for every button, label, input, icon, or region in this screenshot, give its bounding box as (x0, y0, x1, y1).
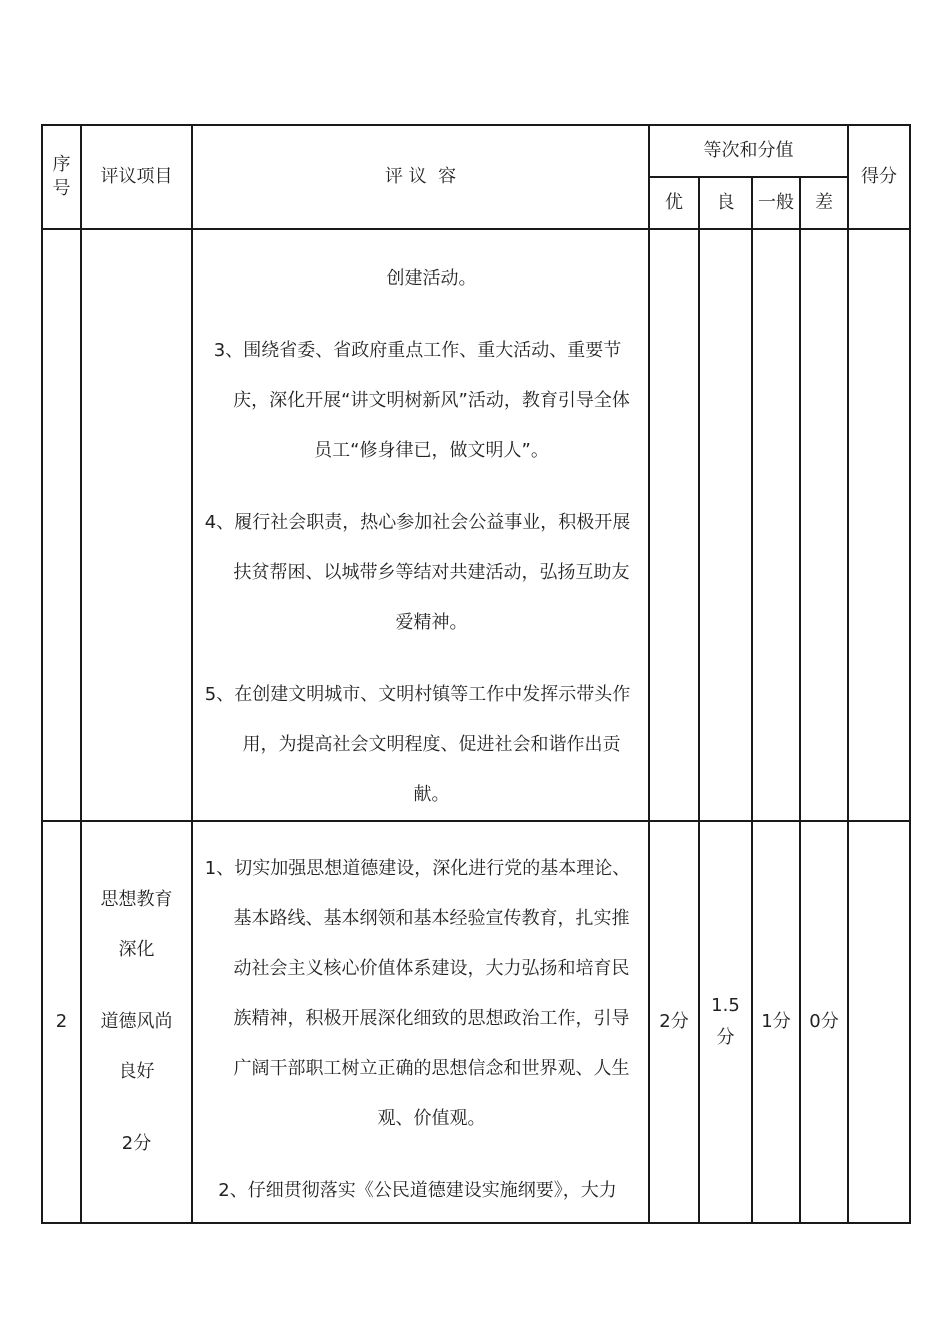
row1-paragraph-0: 创建活动。 (386, 268, 477, 289)
row2-score-good-line2: 分 (716, 1027, 735, 1048)
row1-item (81, 229, 192, 821)
evaluation-table (41, 124, 911, 1224)
header-score: 得分 (848, 125, 910, 229)
row2-score-excellent: 2分 (649, 821, 699, 1223)
row1-seq (42, 229, 81, 821)
row2-score-poor: 0分 (800, 821, 848, 1223)
row2-item-line2: 深化 (118, 939, 155, 960)
row1-paragraph-5: 5、在创建文明城市、文明村镇等工作中发挥示带头作用，为提高社会文明程度、促进社会和谐作出贡献。 (204, 684, 631, 805)
header-item: 评议项目 (81, 125, 192, 229)
row1-score (848, 229, 910, 821)
row1-content (192, 229, 649, 821)
row2-item-line5: 2分 (121, 1133, 152, 1154)
row2-score-good (699, 821, 752, 1223)
row2-item-line4: 良好 (118, 1061, 155, 1082)
row1-paragraph-4: 4、履行社会职责，热心参加社会公益事业，积极开展扶贫帮困、以城带乡等结对共建活动，弘扬互助友爱精神。 (204, 512, 631, 633)
header-seq-line1: 序 (52, 154, 71, 175)
row1-grade-good (699, 229, 752, 821)
header-grade-poor: 差 (800, 177, 848, 229)
row1-grade-excellent (649, 229, 699, 821)
header-grade-good: 良 (699, 177, 752, 229)
header-grade-average: 一般 (752, 177, 800, 229)
row2-item-line1: 思想教育 (100, 889, 173, 910)
row2-paragraph-1: 1、切实加强思想道德建设，深化进行党的基本理论、基本路线、基本纲领和基本经验宣传教育，扎实推动社会主义核心价值体系建设，大力弘扬和培育民族精神，积极开展深化细致的思想政治工作，引导广阔干部职工树立正确的思想信念和世界观、人生观、价值观。 (204, 858, 631, 1129)
row2-paragraph-2: 2、仔细贯彻落实《公民道德建设实施纲要》，大力 (218, 1180, 617, 1201)
row2-score-average: 1分 (752, 821, 800, 1223)
row2-seq: 2 (42, 821, 81, 1223)
row2-score-good-line1: 1.5 (711, 995, 740, 1016)
row1-grade-poor (800, 229, 848, 821)
row2-item-line3: 道德风尚 (100, 1011, 173, 1032)
header-grade-excellent: 优 (649, 177, 699, 229)
header-seq-line2: 号 (52, 178, 71, 199)
header-seq (42, 125, 81, 229)
header-grades: 等次和分值 (649, 125, 848, 177)
row1-paragraph-3: 3、围绕省委、省政府重点工作、重大活动、重要节庆，深化开展“讲文明树新风”活动，教育引导全体员工“修身律已，做文明人”。 (213, 340, 630, 461)
row2-content (192, 821, 649, 1223)
header-content: 评 议 容 (192, 125, 649, 229)
row2-score (848, 821, 910, 1223)
row2-item (81, 821, 192, 1223)
row1-grade-average (752, 229, 800, 821)
